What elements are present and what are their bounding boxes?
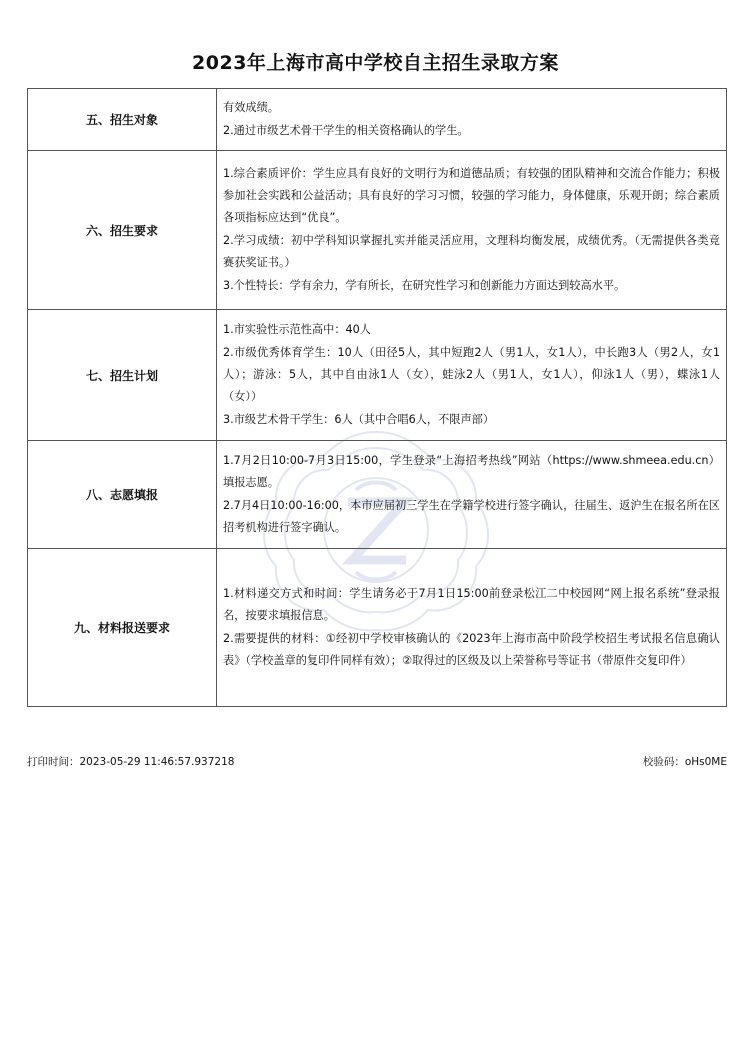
table-row	[28, 89, 727, 151]
paragraph: 3.个性特长：学有余力，学有所长，在研究性学习和创新能力方面达到较高水平。	[223, 278, 626, 292]
paragraph: 2.需要提供的材料：①经初中学校审核确认的《2023年上海市高中阶段学校招生考试报名信息确认表》（学校盖章的复印件同样有效）；②取得过的区级及以上荣誉称号等证书（带原件交复印件）	[223, 631, 720, 667]
row-content	[217, 151, 727, 310]
paragraph: 1.市实验性示范性高中：40人	[223, 322, 371, 336]
row-label: 八、志愿填报	[28, 441, 217, 549]
row-label: 九、材料报送要求	[28, 549, 217, 707]
table-row	[28, 310, 727, 441]
table-row	[28, 151, 727, 310]
paragraph: 有效成绩。	[223, 100, 279, 114]
row-label: 七、招生计划	[28, 310, 217, 441]
paragraph: 2.学习成绩：初中学科知识掌握扎实并能灵活应用，文理科均衡发展，成绩优秀。（无需提供各类竞赛获奖证书。）	[223, 233, 720, 269]
row-content	[217, 441, 727, 549]
paragraph: 1.综合素质评价：学生应具有良好的文明行为和道德品质；有较强的团队精神和交流合作能力；积极参加社会实践和公益活动；具有良好的学习习惯，较强的学习能力，身体健康，乐观开朗；综合素质各项指标应达到“优良”。	[223, 166, 720, 224]
row-content	[217, 310, 727, 441]
table-row	[28, 549, 727, 707]
row-content	[217, 89, 727, 151]
paragraph: 2.通过市级艺术骨干学生的相关资格确认的学生。	[223, 123, 469, 137]
check-code: 校验码：oHs0ME	[642, 756, 727, 768]
paragraph: 2.7月4日10:00-16:00，本市应届初三学生在学籍学校进行签字确认，往届生、返沪生在报名所在区招考机构进行签字确认。	[223, 498, 720, 534]
paragraph: 1.7月2日10:00-7月3日15:00，学生登录“上海招考热线”网站（https://www.shmeea.edu.cn）填报志愿。	[223, 453, 720, 489]
paragraph: 1.材料递交方式和时间：学生请务必于7月1日15:00前登录松江二中校园网“网上报名系统”登录报名，按要求填报信息。	[223, 586, 720, 622]
admission-plan-table	[27, 88, 727, 707]
document-title: 2023年上海市高中学校自主招生录取方案	[192, 52, 559, 74]
row-label: 六、招生要求	[28, 151, 217, 310]
row-content	[217, 549, 727, 707]
print-time: 打印时间：2023-05-29 11:46:57.937218	[27, 756, 235, 768]
row-label: 五、招生对象	[28, 89, 217, 151]
paragraph: 3.市级艺术骨干学生：6人（其中合唱6人，不限声部）	[223, 412, 495, 426]
table-row	[28, 441, 727, 549]
paragraph: 2.市级优秀体育学生：10人（田径5人，其中短跑2人（男1人，女1人），中长跑3人（男2人，女1人）；游泳：5人，其中自由泳1人（女），蛙泳2人（男1人，女1人），仰泳1人（男），蝶泳1人（女））	[223, 345, 720, 403]
